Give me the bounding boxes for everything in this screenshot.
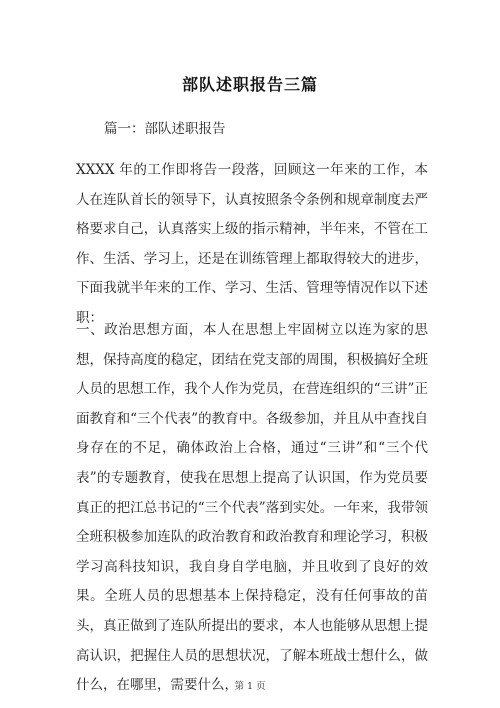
paragraph-political: 一、政治思想方面，本人在思想上牢固树立以连为家的思想，保持高度的稳定，团结在党支部的周围，积极搞好全班人员的思想工作，我个人作为党员，在营连组织的“三讲”正面教育和“三个代表”的教育中。各级参加，并且从中查找自身存在的不足，确体政治上合格，通过“三讲”和“三个代表”的专题教育，使我在思想上提高了认识国，作为党员要真正的把江总书记的“三个代表”落到实处。一年来，我带领全班积极参加连队的政治教育和政治教育和理论学习，积极学习高科技知识，我自身自学电脑，并且收到了良好的效果。全班人员的思想基本上保持稳定，没有任何事故的苗头，真正做到了连队所提出的要求，本人也能够从思想上提高认识，把握住人员的思想状况，了解本班战士想什么，做什么，在哪里，需要什么， — [76, 322, 428, 694]
document-title: 部队述职报告三篇 — [181, 75, 318, 94]
paragraph-intro: XXXX 年的工作即将告一段落，回顾这一年来的工作，本人在连队首长的领导下，认真按照条令条例和规章制度去严格要求自己，认真落实上级的指示精神，半年来，不管在工作、生活、学习上，还是在训练管理上都取得较大的进步，下面我就半年来的工作、学习、生活、管理等情况作以下述职： — [76, 162, 428, 326]
section-heading: 篇一：部队述职报告 — [104, 121, 226, 137]
page-number: 第 1 页 — [234, 681, 266, 692]
